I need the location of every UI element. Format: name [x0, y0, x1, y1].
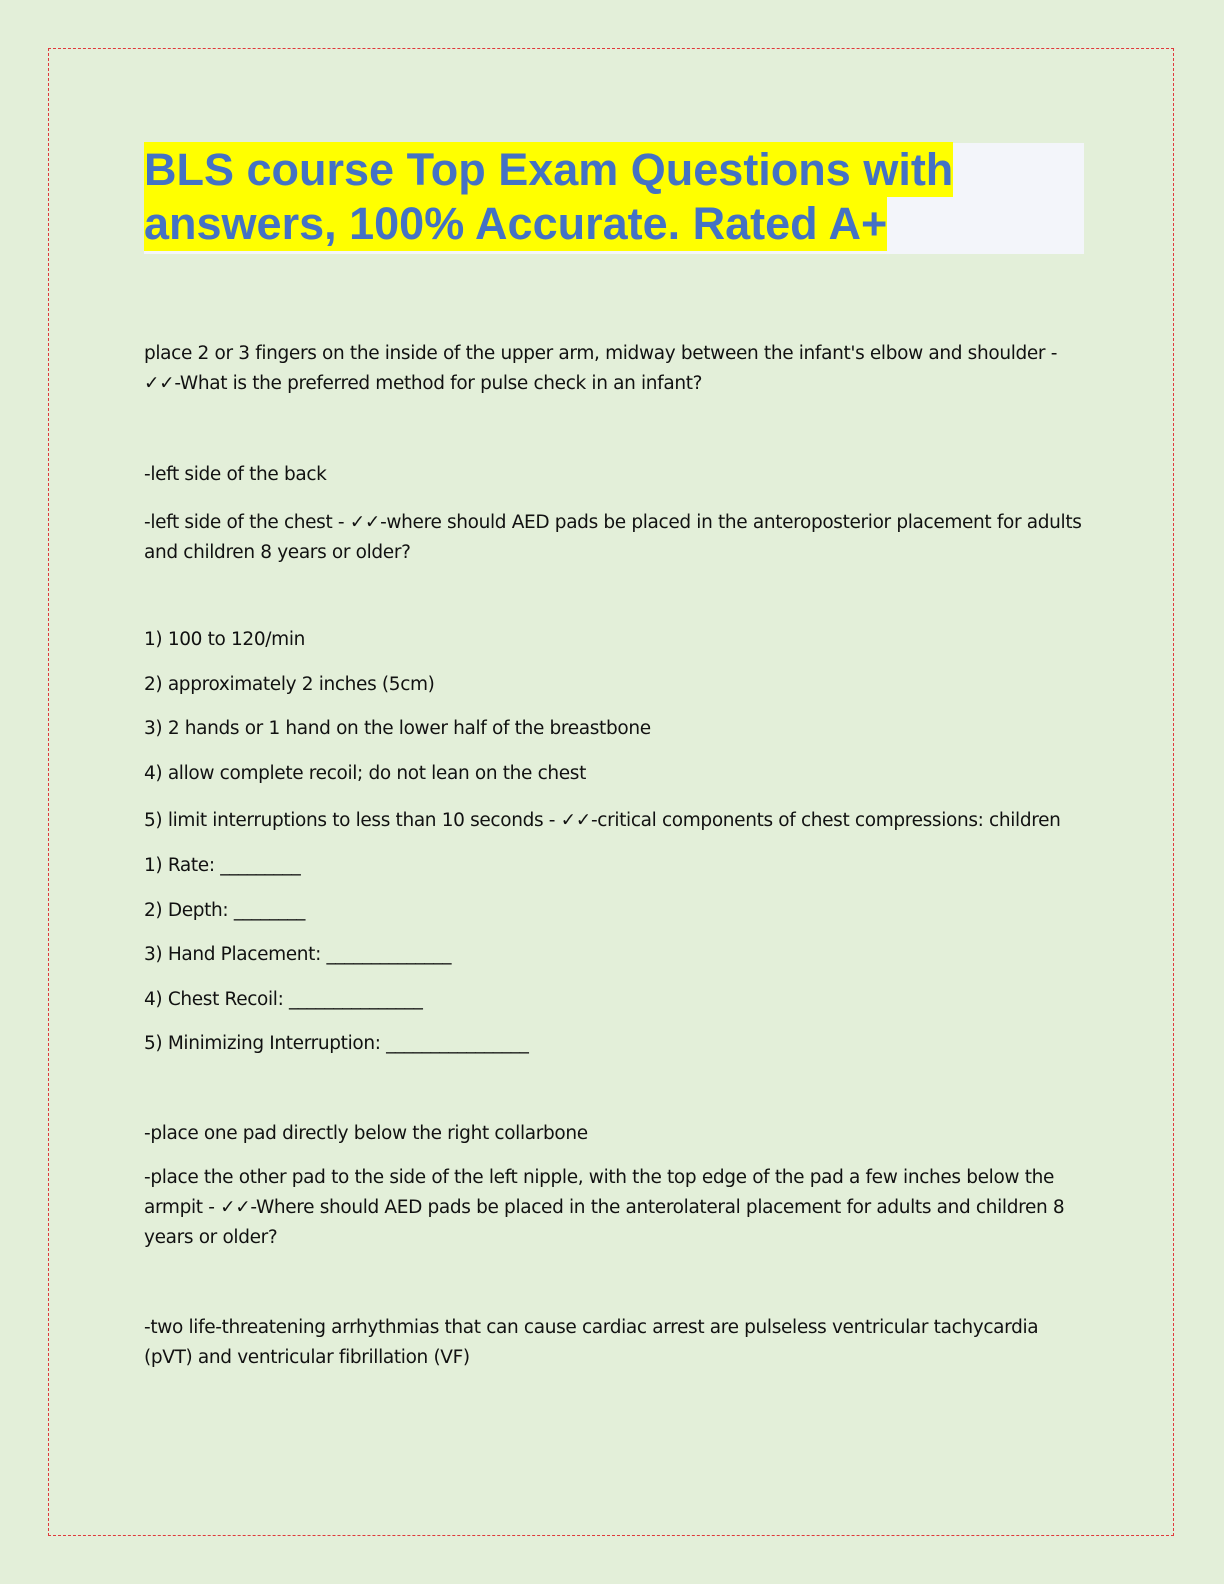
title-block: [144, 143, 1084, 254]
answer-line: 1) 100 to 120/min: [144, 629, 305, 650]
fill-in-line: 2) Depth: ________: [144, 900, 306, 921]
qa-paragraph-anteroposterior: [144, 508, 1084, 568]
question-text: -where should AED pads be placed in the anteroposterior placement for adults and children 8 years or older?: [144, 512, 1082, 563]
fill-in-line: 4) Chest Recoil: _______________: [144, 989, 423, 1010]
answer-line: 4) allow complete recoil; do not lean on the chest: [144, 763, 586, 784]
title-highlight: BLS course Top Exam Questions with answers, 100% Accurate. Rated A+: [144, 144, 954, 249]
qa-paragraph-anterolateral: [144, 1163, 1084, 1253]
check-mark-icon: ✓✓: [144, 373, 175, 394]
answer-text: 5) limit interruptions to less than 10 seconds -: [144, 810, 561, 831]
fill-in-line: 5) Minimizing Interruption: ________________: [144, 1033, 529, 1054]
qa-paragraph-chest-compressions: [144, 806, 1084, 836]
check-mark-icon: ✓✓: [220, 1197, 251, 1218]
answer-line: 2) approximately 2 inches (5cm): [144, 674, 435, 695]
question-text: -Where should AED pads be placed in the anterolateral placement for adults and children 8 years or older?: [144, 1197, 1065, 1248]
check-mark-icon: ✓✓: [349, 512, 381, 533]
fill-in-line: 1) Rate: _________: [144, 855, 301, 876]
answer-line: -place one pad directly below the right collarbone: [144, 1123, 588, 1144]
qa-paragraph-infant-pulse: [144, 339, 1084, 399]
check-mark-icon: ✓✓: [560, 810, 591, 831]
answer-text: place 2 or 3 fingers on the inside of the upper arm, midway between the infant's elbow and shoulder -: [144, 343, 1058, 364]
question-text: -What is the preferred method for pulse check in an infant?: [174, 373, 703, 394]
fill-in-line: 3) Hand Placement: ______________: [144, 944, 452, 965]
document-title: [144, 143, 1064, 251]
question-text: -critical components of chest compressions: children: [590, 810, 1061, 831]
answer-paragraph-arrhythmias: -two life-threatening arrhythmias that can cause cardiac arrest are pulseless ventricular tachycardia (pVT) and ventricular fibrillation (VF): [144, 1317, 1039, 1368]
answer-text: -left side of the chest -: [144, 512, 350, 533]
answer-line: -left side of the back: [144, 464, 327, 485]
answer-text: -place the other pad to the side of the left nipple, with the top edge of the pad a few inches below the armpit -: [144, 1167, 1055, 1218]
answer-line: 3) 2 hands or 1 hand on the lower half of the breastbone: [144, 718, 651, 739]
